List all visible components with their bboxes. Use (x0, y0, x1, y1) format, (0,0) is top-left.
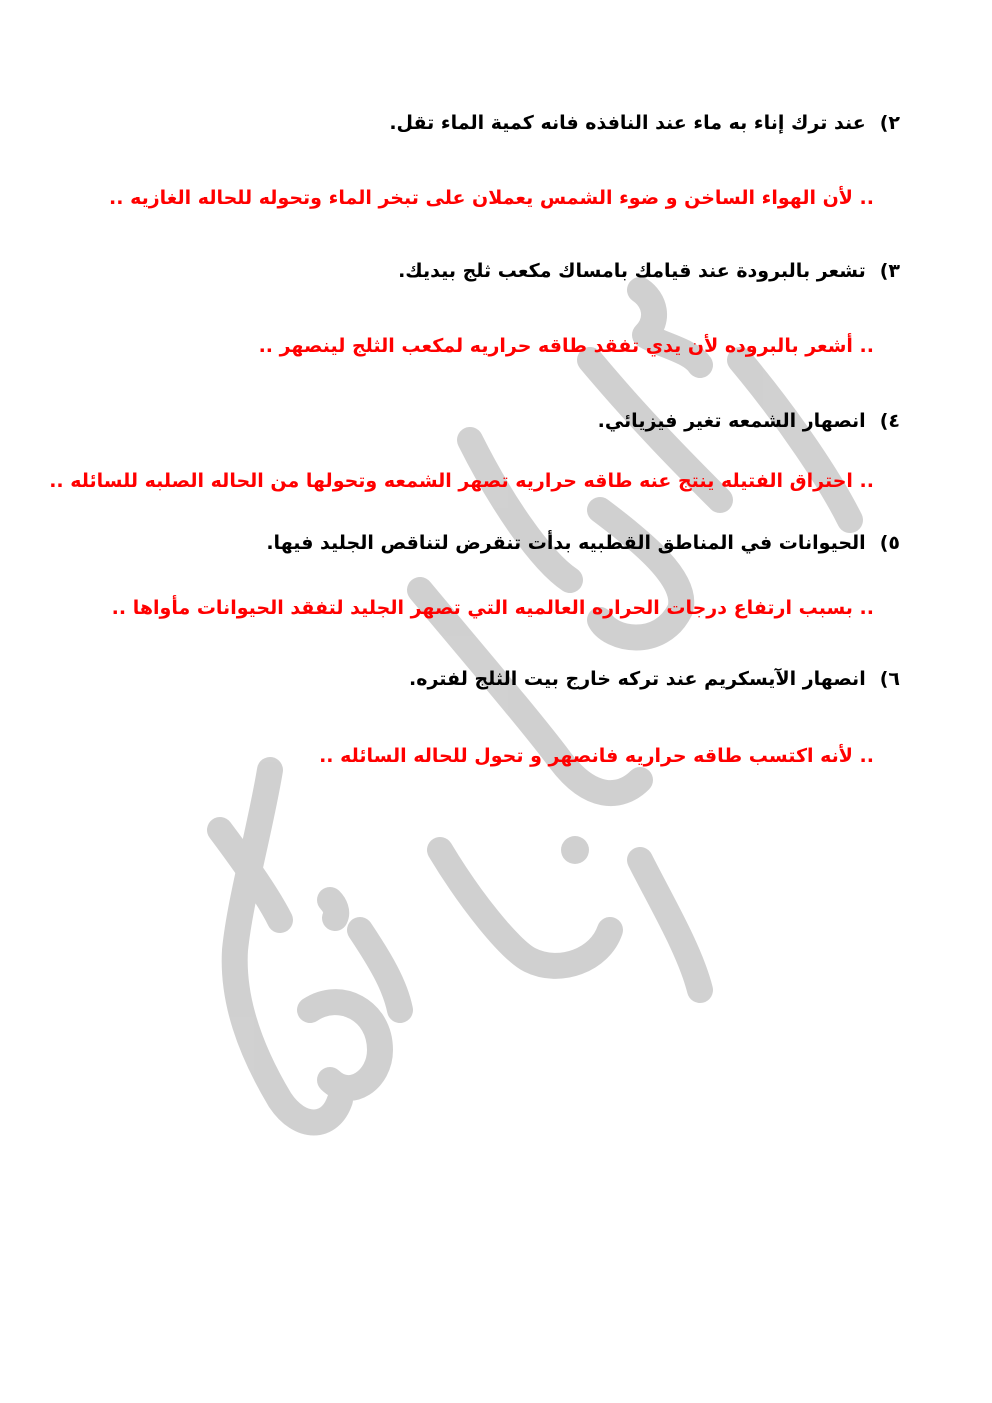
question-number: ٦) (879, 668, 900, 690)
answer-text: .. بسبب ارتفاع درجات الحراره العالميه التي تصهر الجليد لتفقد الحيوانات مأواها .. (111, 597, 874, 619)
question-text: تشعر بالبرودة عند قيامك بامساك مكعب ثلج بيديك. (398, 260, 866, 282)
question-number: ٤) (879, 410, 900, 432)
question-6 (409, 666, 900, 692)
answer-text: .. أشعر بالبروده لأن يدي تفقد طاقه حراريه لمكعب الثلج لينصهر .. (258, 335, 874, 357)
answer-3 (259, 333, 874, 359)
answer-text: .. لأنه اكتسب طاقه حراريه فانصهر و تحول للحاله السائله .. (319, 745, 874, 767)
question-text: عند ترك إناء به ماء عند النافذه فانه كمية الماء تقل. (389, 112, 866, 134)
question-number: ٥) (879, 532, 900, 554)
answer-5 (112, 595, 874, 621)
question-number: ٢) (879, 112, 900, 134)
answer-text: .. لأن الهواء الساخن و ضوء الشمس يعملان على تبخر الماء وتحوله للحاله الغازيه .. (109, 187, 874, 209)
answer-4 (49, 468, 874, 494)
question-3 (398, 258, 900, 284)
question-text: انصهار الشمعه تغير فيزيائي. (597, 410, 866, 432)
answer-6 (319, 743, 874, 769)
question-text: انصهار الآيسكريم عند تركه خارج بيت الثلج لفتره. (409, 668, 866, 690)
question-text: الحيوانات في المناطق القطبيه بدأت تنقرض لتناقص الجليد فيها. (266, 532, 866, 554)
answer-text: .. احتراق الفتيله ينتج عنه طاقه حراريه تصهر الشمعه وتحولها من الحاله الصلبه للسائله .. (49, 470, 874, 492)
question-5 (266, 530, 900, 556)
question-2 (389, 110, 900, 136)
question-number: ٣) (879, 260, 900, 282)
question-4 (598, 408, 900, 434)
answer-2 (109, 185, 874, 211)
